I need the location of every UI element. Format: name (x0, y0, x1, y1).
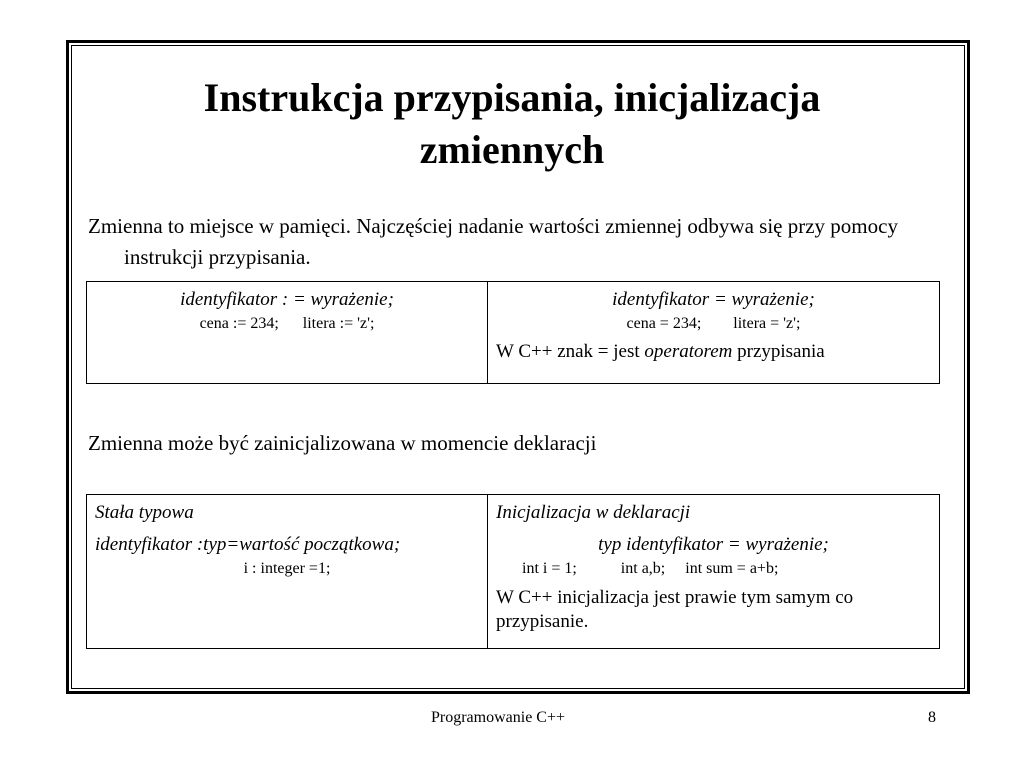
typed-constant-heading: Stała typowa (95, 502, 194, 523)
pascal-assignment-example: cena := 234; litera := 'z'; (199, 315, 375, 332)
declaration-init-example: int i = 1; int a,b; int sum = a+b; (522, 560, 779, 577)
cpp-assignment-example: cena = 234; litera = 'z'; (626, 315, 801, 332)
initialization-table (86, 494, 940, 649)
footer-page-number: 8 (928, 709, 936, 726)
slide-title (100, 72, 924, 176)
typed-constant-cell (87, 495, 488, 648)
typed-constant-example: i : integer =1; (243, 560, 331, 577)
title-line-2: zmiennych (419, 127, 605, 172)
intro-paragraph: Zmienna to miejsce w pamięci. Najczęściej nadanie wartości zmiennej odbywa się przy pomocy instrukcji przypisania. (88, 214, 898, 269)
assignment-pascal-cell (87, 282, 488, 383)
initialization-paragraph: Zmienna może być zainicjalizowana w momencie deklaracji (88, 431, 597, 455)
cpp-assignment-note (496, 340, 931, 364)
assignment-table (86, 281, 940, 384)
declaration-init-note: W C++ inicjalizacja jest prawie tym samym co przypisanie. (496, 587, 854, 632)
note-text-post: przypisania (732, 341, 825, 362)
note-text-emphasis: operatorem (644, 341, 733, 362)
footer-course-title: Programowanie C++ (431, 709, 566, 726)
cpp-assignment-syntax: identyfikator = wyrażenie; (612, 289, 815, 310)
title-line-1: Instrukcja przypisania, inicjalizacja (203, 75, 821, 120)
assignment-cpp-cell (488, 282, 939, 383)
typed-constant-syntax: identyfikator :typ=wartość początkowa; (95, 534, 401, 555)
declaration-init-syntax: typ identyfikator = wyrażenie; (598, 534, 829, 555)
pascal-assignment-syntax: identyfikator : = wyrażenie; (180, 289, 394, 310)
note-text-pre: W C++ znak = jest (496, 341, 645, 362)
declaration-init-heading: Inicjalizacja w deklaracji (496, 502, 691, 523)
declaration-init-cell (488, 495, 939, 648)
